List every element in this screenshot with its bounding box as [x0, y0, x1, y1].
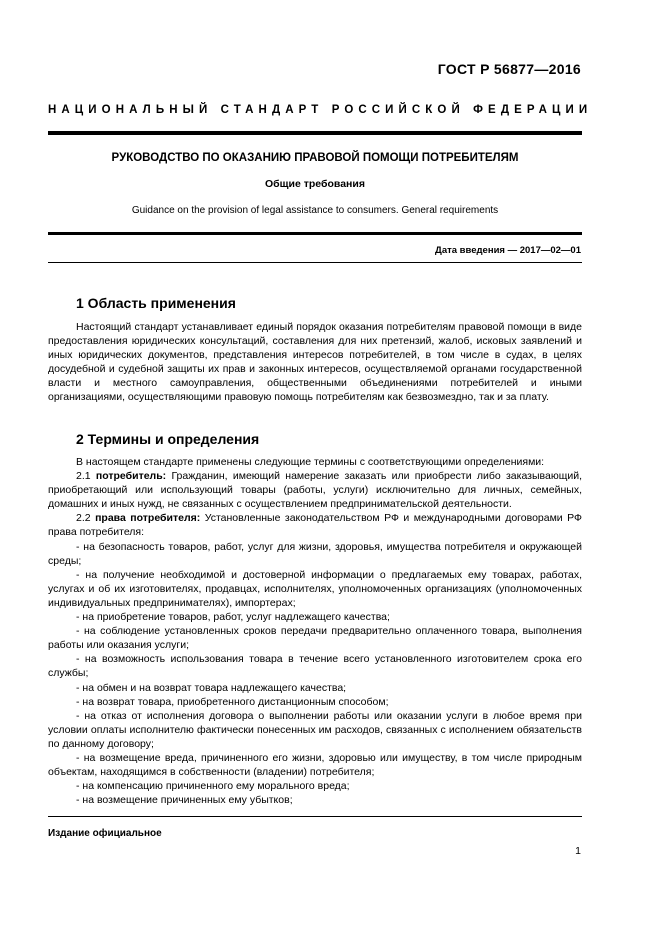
document-subtitle: Общие требования — [265, 178, 365, 190]
rights-list-item: - на безопасность товаров, работ, услуг для жизни, здоровья, имущества потребителя и окружающей среды; — [48, 540, 582, 567]
rights-list-item: - на обмен и на возврат товара надлежащего качества; — [76, 681, 347, 694]
title-thick-rule — [48, 232, 582, 235]
footer-thin-rule — [48, 816, 582, 817]
gost-code: ГОСТ Р 56877—2016 — [437, 61, 581, 77]
term-2-1-number: 2.1 — [76, 470, 96, 483]
rights-list-item: - на возврат товара, приобретенного дистанционным способом; — [76, 695, 389, 708]
rights-list-item: - на возмещение причиненных ему убытков; — [76, 794, 293, 807]
national-standard-banner: НАЦИОНАЛЬНЫЙ СТАНДАРТ РОССИЙСКОЙ ФЕДЕРАЦИИ — [48, 104, 593, 116]
section-2-heading: 2 Термины и определения — [76, 431, 260, 447]
term-2-2-definition: Установленные законодательством РФ и международными договорами РФ права потребителя: — [48, 512, 583, 539]
section-1-heading: 1 Область применения — [76, 295, 236, 311]
rights-list-item: - на соблюдение установленных сроков передачи предварительно оплаченного товара, выполнения работы или оказания услуги; — [48, 625, 582, 652]
document-title: РУКОВОДСТВО ПО ОКАЗАНИЮ ПРАВОВОЙ ПОМОЩИ ПОТРЕБИТЕЛЯМ — [111, 152, 519, 164]
rights-list-item: - на возможность использования товара в течение всего установленного изготовителем срока его службы; — [48, 653, 582, 680]
date-thin-rule — [48, 262, 582, 263]
section-1-body — [48, 320, 582, 405]
introduction-date: Дата введения — 2017—02—01 — [435, 245, 581, 256]
term-2-1-definition: Гражданин, имеющий намерение заказать или приобрести либо заказывающий, приобретающий или использующий товары (работы, услуги) исключительно для личных, семейных, домашних и иных нужд, не связанных с осуществлением предпринимательской деятельности. — [48, 470, 582, 511]
term-2-1-term: потребитель: — [95, 470, 167, 483]
rights-list-item: - на получение необходимой и достоверной информации о предлагаемых ему товарах, работах, услугах и об их изготовителях, продавцах, исполнителях, уполномоченных организациях (уполномоченных индивидуальных предпринимателях), импортерах; — [48, 568, 582, 609]
term-2-2-number: 2.2 — [76, 512, 96, 525]
rights-list-item: - на возмещение вреда, причиненного его жизни, здоровью или имуществу, в том числе природным объектам, находящимся в собственности (владении) потребителя; — [48, 751, 582, 779]
section-2-body — [48, 455, 582, 807]
english-title: Guidance on the provision of legal assistance to consumers. General requirements — [131, 205, 499, 216]
term-2-2 — [48, 511, 582, 539]
rights-list-item: - на приобретение товаров, работ, услуг надлежащего качества; — [76, 611, 390, 624]
official-edition-label: Издание официальное — [48, 828, 162, 839]
section-1-paragraph: Настоящий стандарт устанавливает единый порядок оказания потребителям правовой помощи в виде предоставления юридических консультаций, составления для них претензий, жалоб, исковых заявлений и иных юридических документов, представления интересов потребителей, в том числе в судах, в целях досудебной и судебной защиты их прав и законных интересов, осуществляемой органами государственной власти и местного самоуправления, общественными объединениями потребителей и иными организациями, осуществляющими правовую помощь потребителям как безвозмездно, так и за плату. — [48, 321, 582, 404]
term-2-2-term: права потребителя: — [95, 512, 201, 525]
rights-list-item: - на компенсацию причиненного ему морального вреда; — [76, 780, 350, 793]
term-2-1 — [48, 469, 582, 511]
page-number: 1 — [575, 845, 581, 857]
rights-list-item: - на отказ от исполнения договора о выполнении работы или оказании услуги в любое время при условии оплаты исполнителю фактически понесенных им расходов, связанных с исполнением обязательств по данному договору; — [48, 709, 582, 750]
top-thick-rule — [48, 131, 582, 135]
section-2-intro: В настоящем стандарте применены следующие термины с соответствующими определениями: — [76, 456, 545, 468]
